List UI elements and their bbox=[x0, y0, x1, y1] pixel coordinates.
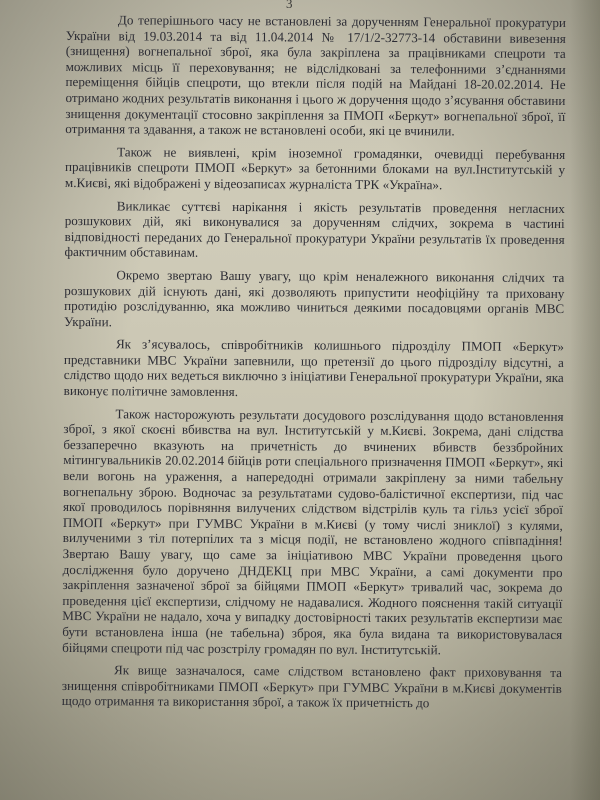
paragraph-obstruction: Окремо звертаю Вашу увагу, що крім неналежного виконання слідчих та розшукових дій існують дані, які дозволяють припустити неофіційну та приховану протидію розслідуванню, яка можливо чиниться деякими посадовцями органів МВС України. bbox=[64, 267, 565, 329]
paragraph-assurances: Як з’ясувалось, співробітників колишнього підрозділу ПМОП «Беркут» представники МВС України запевнили, що претензії до цього підрозділу відсутні, а слідство щодо них ведеться виключно з ініціативи Генеральної прокуратури України, яка виконує політичне замовлення. bbox=[63, 336, 565, 400]
letter-body bbox=[62, 12, 566, 718]
paragraph-unfulfilled-orders: До теперішнього часу не встановлені за дорученням Генеральної прокуратури України від 19.03.2014 та від 11.04.2014 № 17/1/2-32773-14 обставини вивезення (знищення) вогнепальної зброї, яка була закріплена за працівниками спецроти та можливих місць її переховування; не відслідковані за телефонними з’єднаннями переміщення бійців спецроти, що втекли після подій на Майдані 18-20.02.2014. Не отримано жодних результатів виконання і цього ж доручення щодо з’ясування обставини знищення документації стосовно закріплення за ПМОП «Беркут» вогнепальної зброї, її отримання та здавання, а також не встановлені особи, які це вчинили. bbox=[65, 12, 566, 139]
page-number: 3 bbox=[286, 0, 293, 11]
paragraph-ballistics: Також насторожують результати досудового розслідування щодо встановлення зброї, з якої скоєні вбивства на вул. Інститутській у м.Києві. Зокрема, дані слідства беззаперечно вказують на причетність до вчинених вбивств беззбройних мітингувальників 20.02.2014 бійців роти спеціального призначення ПМОП «Беркут», які вели вогонь на ураження, а напередодні отримали закріплену за ними табельну вогнепальну зброю. Водночас за результатами судово-балістичної експертизи, під час якої проводилось порівняння вилучених слідством відстрілів куль та гільз усієї зброї ПМОП «Беркут» при ГУМВС України в м.Києві (у тому числі зниклої) з кулями, вилученими з тіл потерпілих та з місця події, не встановлено жодного співпадіння! Звертаю Вашу увагу, що саме за ініціативою МВС України проведення цього дослідження було доручено ДНДЕКЦ при МВС України, а самі документи про закріплення зазначеної зброї за бійцями ПМОП «Беркут» тривалий час, зокрема до проведення цієї експертизи, слідчому не надавалися. Жодного пояснення такій ситуації МВС України не надало, хоча у випадку достовірності таких результатів експертизи має бути встановлена інша (не табельна) зброя, яка була видана та використовувалася бійцями спецроти під час розстрілу громадян по вул. Інститутській. bbox=[62, 405, 564, 657]
paragraph-concealment: Як вище зазначалося, саме слідством встановлено факт приховування та знищення співробітниками ПМОП «Беркут» при ГУМВС України в м.Києві документів щодо отримання та використання зброї, а також їх причетність до bbox=[61, 662, 563, 711]
paragraph-witnesses: Також не виявлені, крім іноземної громадянки, очевидці перебування працівників спецроти ПМОП «Беркут» за бетонними блоками на вул.Інститутській у м.Києві, які відображені у відеозаписах журналіста ТРК «Україна». bbox=[64, 144, 566, 193]
page-shadow bbox=[570, 0, 600, 800]
paragraph-covert-actions: Викликає суттєві нарікання і якість результатів проведення негласних розшукових дій, які виконувалися за дорученням слідчих, зокрема в частині відповідності переданих до Генеральної прокуратури України результатів їх проведення фактичним обставинам. bbox=[64, 197, 565, 261]
